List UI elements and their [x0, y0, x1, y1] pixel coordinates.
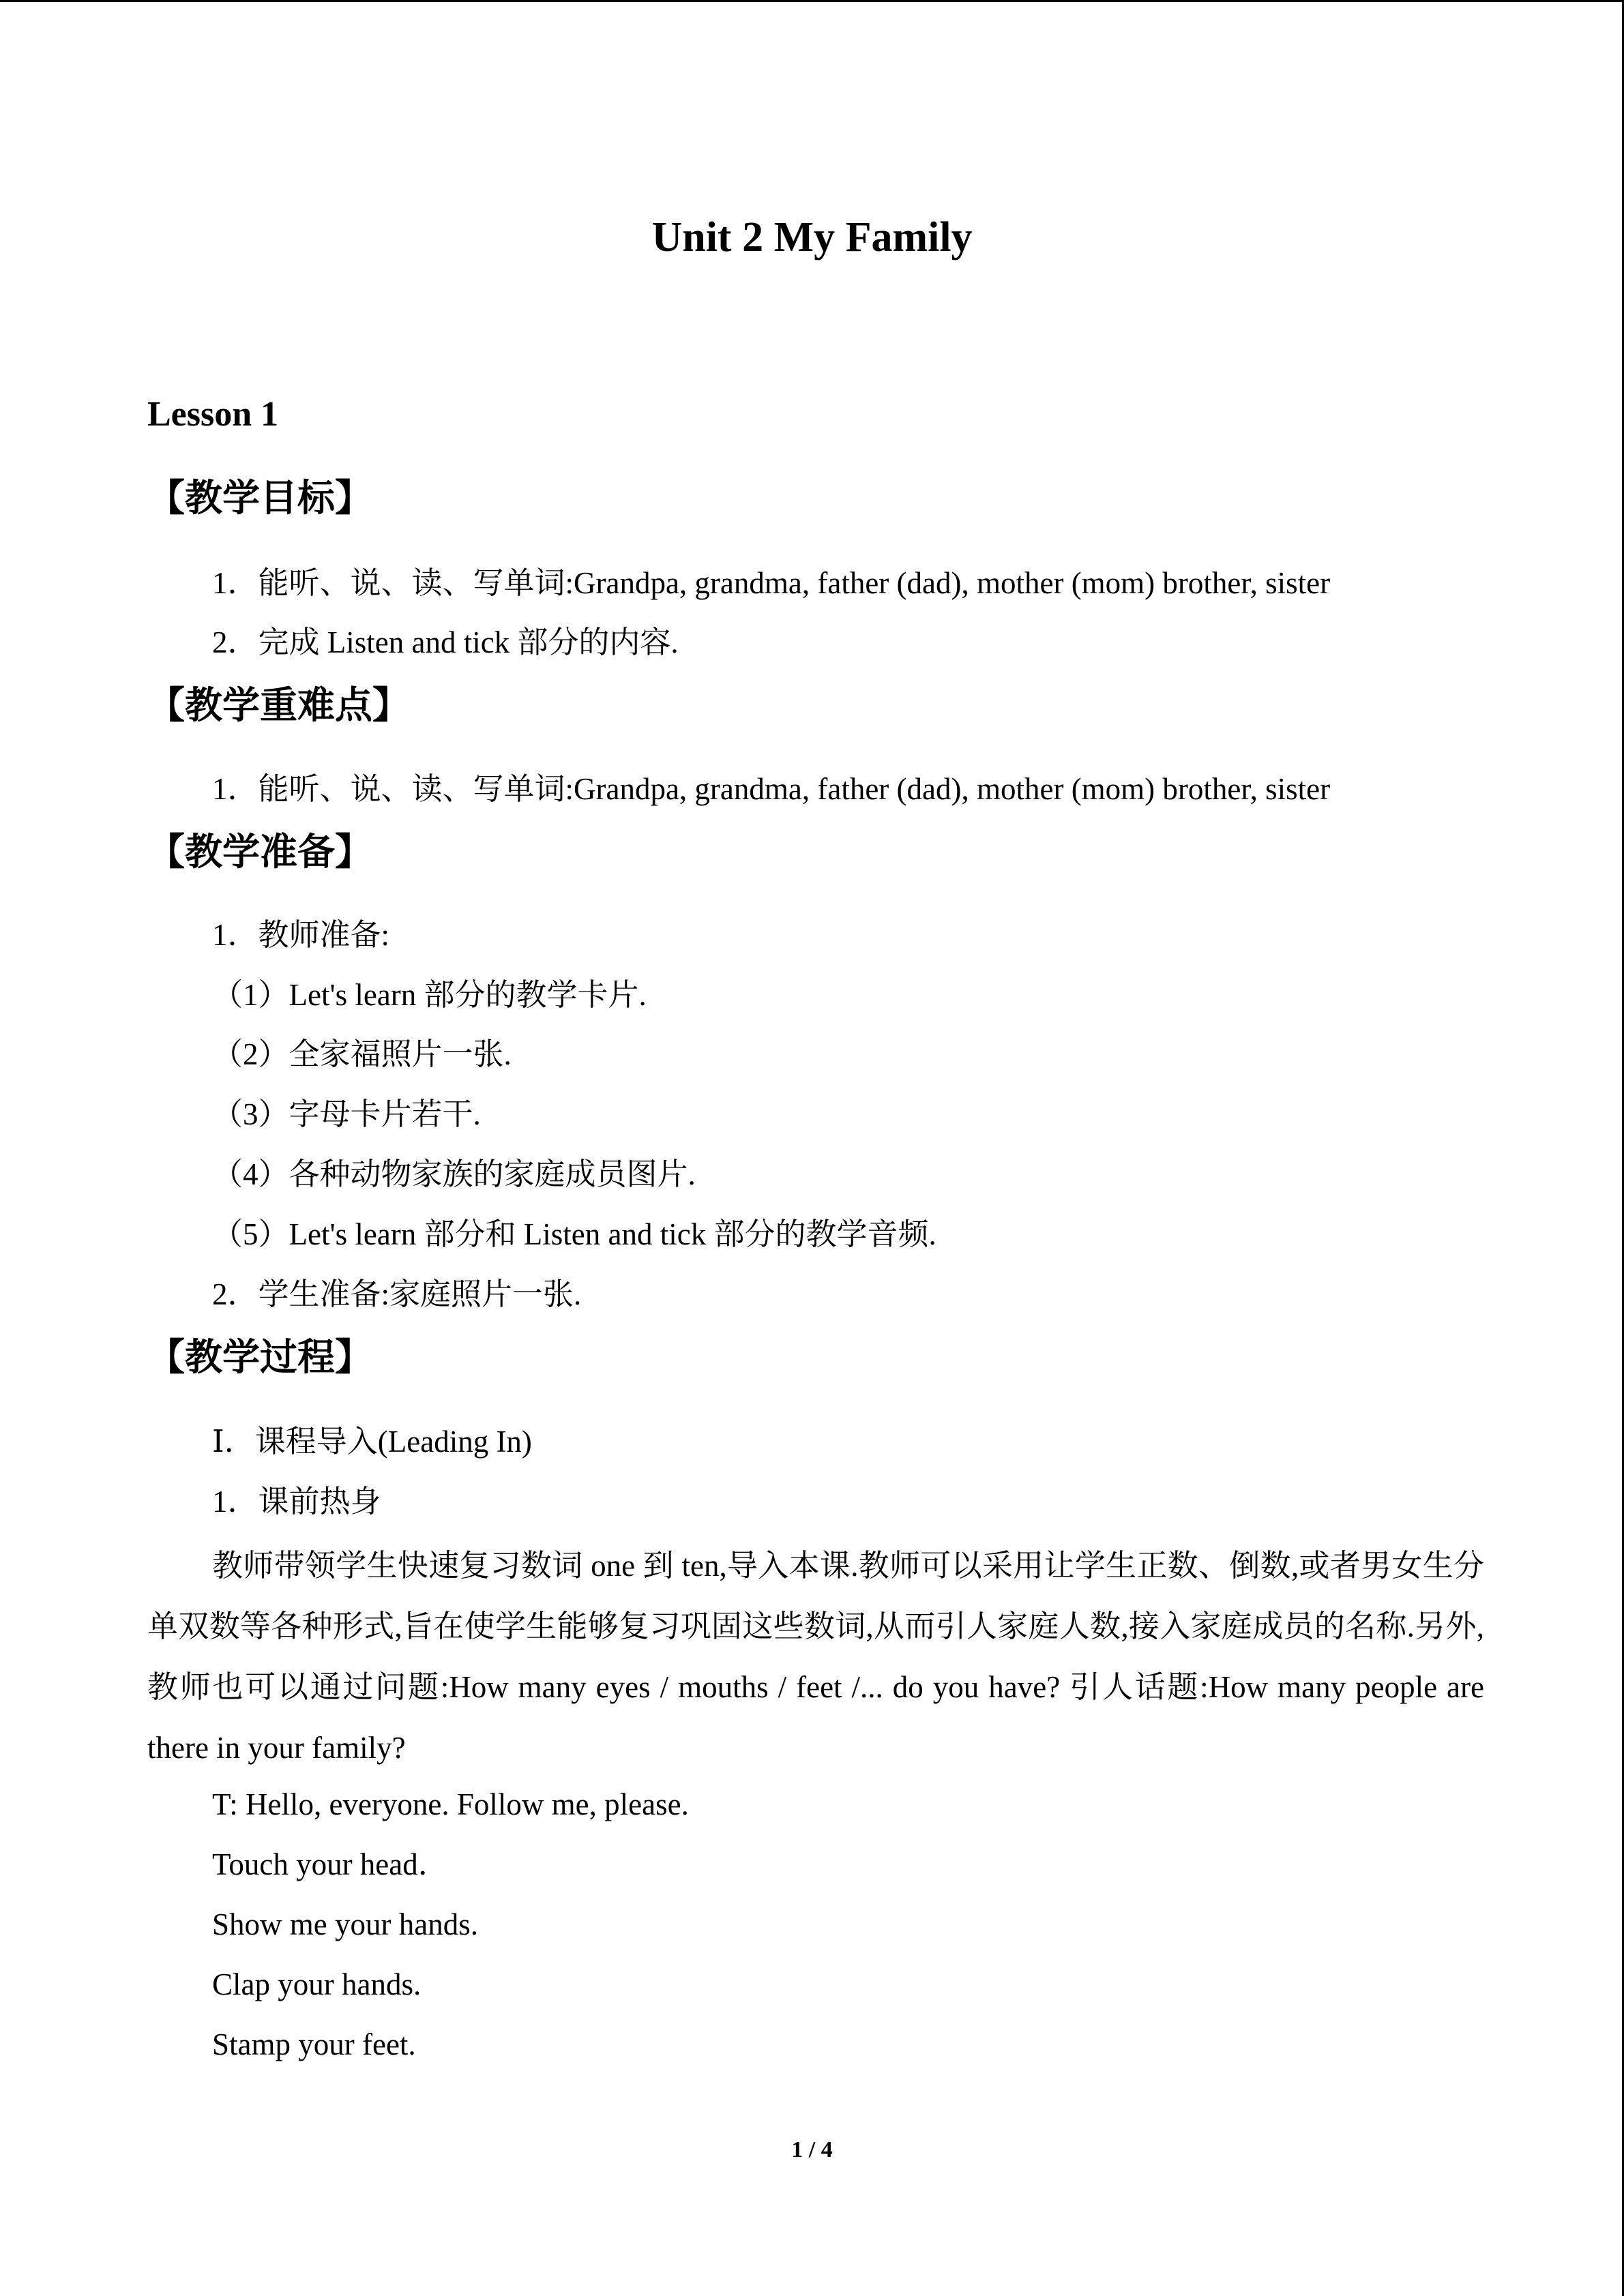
teacher-prep-item: （1）Let's learn 部分的教学卡片. [212, 978, 647, 1012]
page-number: 1 / 4 [791, 2137, 833, 2162]
section-heading-objectives: 【教学目标】 [147, 476, 373, 520]
dialogue-line: Show me your hands. [212, 1907, 478, 1941]
dialogue-line: Touch your head． [212, 1847, 449, 1881]
teacher-prep-item: （2）全家福照片一张. [212, 1037, 512, 1071]
objective-item: 2．完成 Listen and tick 部分的内容. [212, 625, 679, 659]
process-paragraph: 教师带领学生快速复习数词 one 到 ten,导入本课.教师可以采用让学生正数、倒数,或者男女生分单双数等各种形式,旨在使学生能够复习巩固这些数词,从而引人家庭人数,接入家庭成员的名称.另外,教师也可以通过问题:How many eyes / mouths / feet /... do you have? 引人话题:How many people are there in your family? [147, 1549, 1484, 1765]
process-substep: 1．课前热身 [212, 1485, 381, 1519]
teacher-prep-item: （4）各种动物家族的家庭成员图片. [212, 1157, 696, 1191]
student-prep-label: 2．学生准备:家庭照片一张. [212, 1277, 582, 1311]
section-heading-preparation: 【教学准备】 [147, 830, 373, 874]
section-heading-process: 【教学过程】 [147, 1335, 373, 1379]
teacher-prep-item: （5）Let's learn 部分和 Listen and tick 部分的教学音频. [212, 1217, 936, 1251]
dialogue-line: Stamp your feet. [212, 2027, 416, 2061]
section-heading-key-points: 【教学重难点】 [147, 683, 411, 727]
key-point-item: 1．能听、说、读、写单词:Grandpa, grandma, father (dad), mother (mom) brother, sister [212, 772, 1331, 806]
dialogue-line: T: Hello, everyone. Follow me, please. [212, 1787, 689, 1821]
lesson-heading: Lesson 1 [147, 395, 279, 434]
process-step: Ⅰ．课程导入(Leading In) [212, 1425, 532, 1459]
dialogue-line: Clap your hands. [212, 1967, 422, 2001]
teacher-prep-label: 1．教师准备: [212, 918, 390, 952]
teacher-prep-item: （3）字母卡片若干. [212, 1097, 481, 1131]
page-title: Unit 2 My Family [651, 214, 973, 260]
objective-item: 1．能听、说、读、写单词:Grandpa, grandma, father (dad), mother (mom) brother, sister [212, 566, 1331, 600]
